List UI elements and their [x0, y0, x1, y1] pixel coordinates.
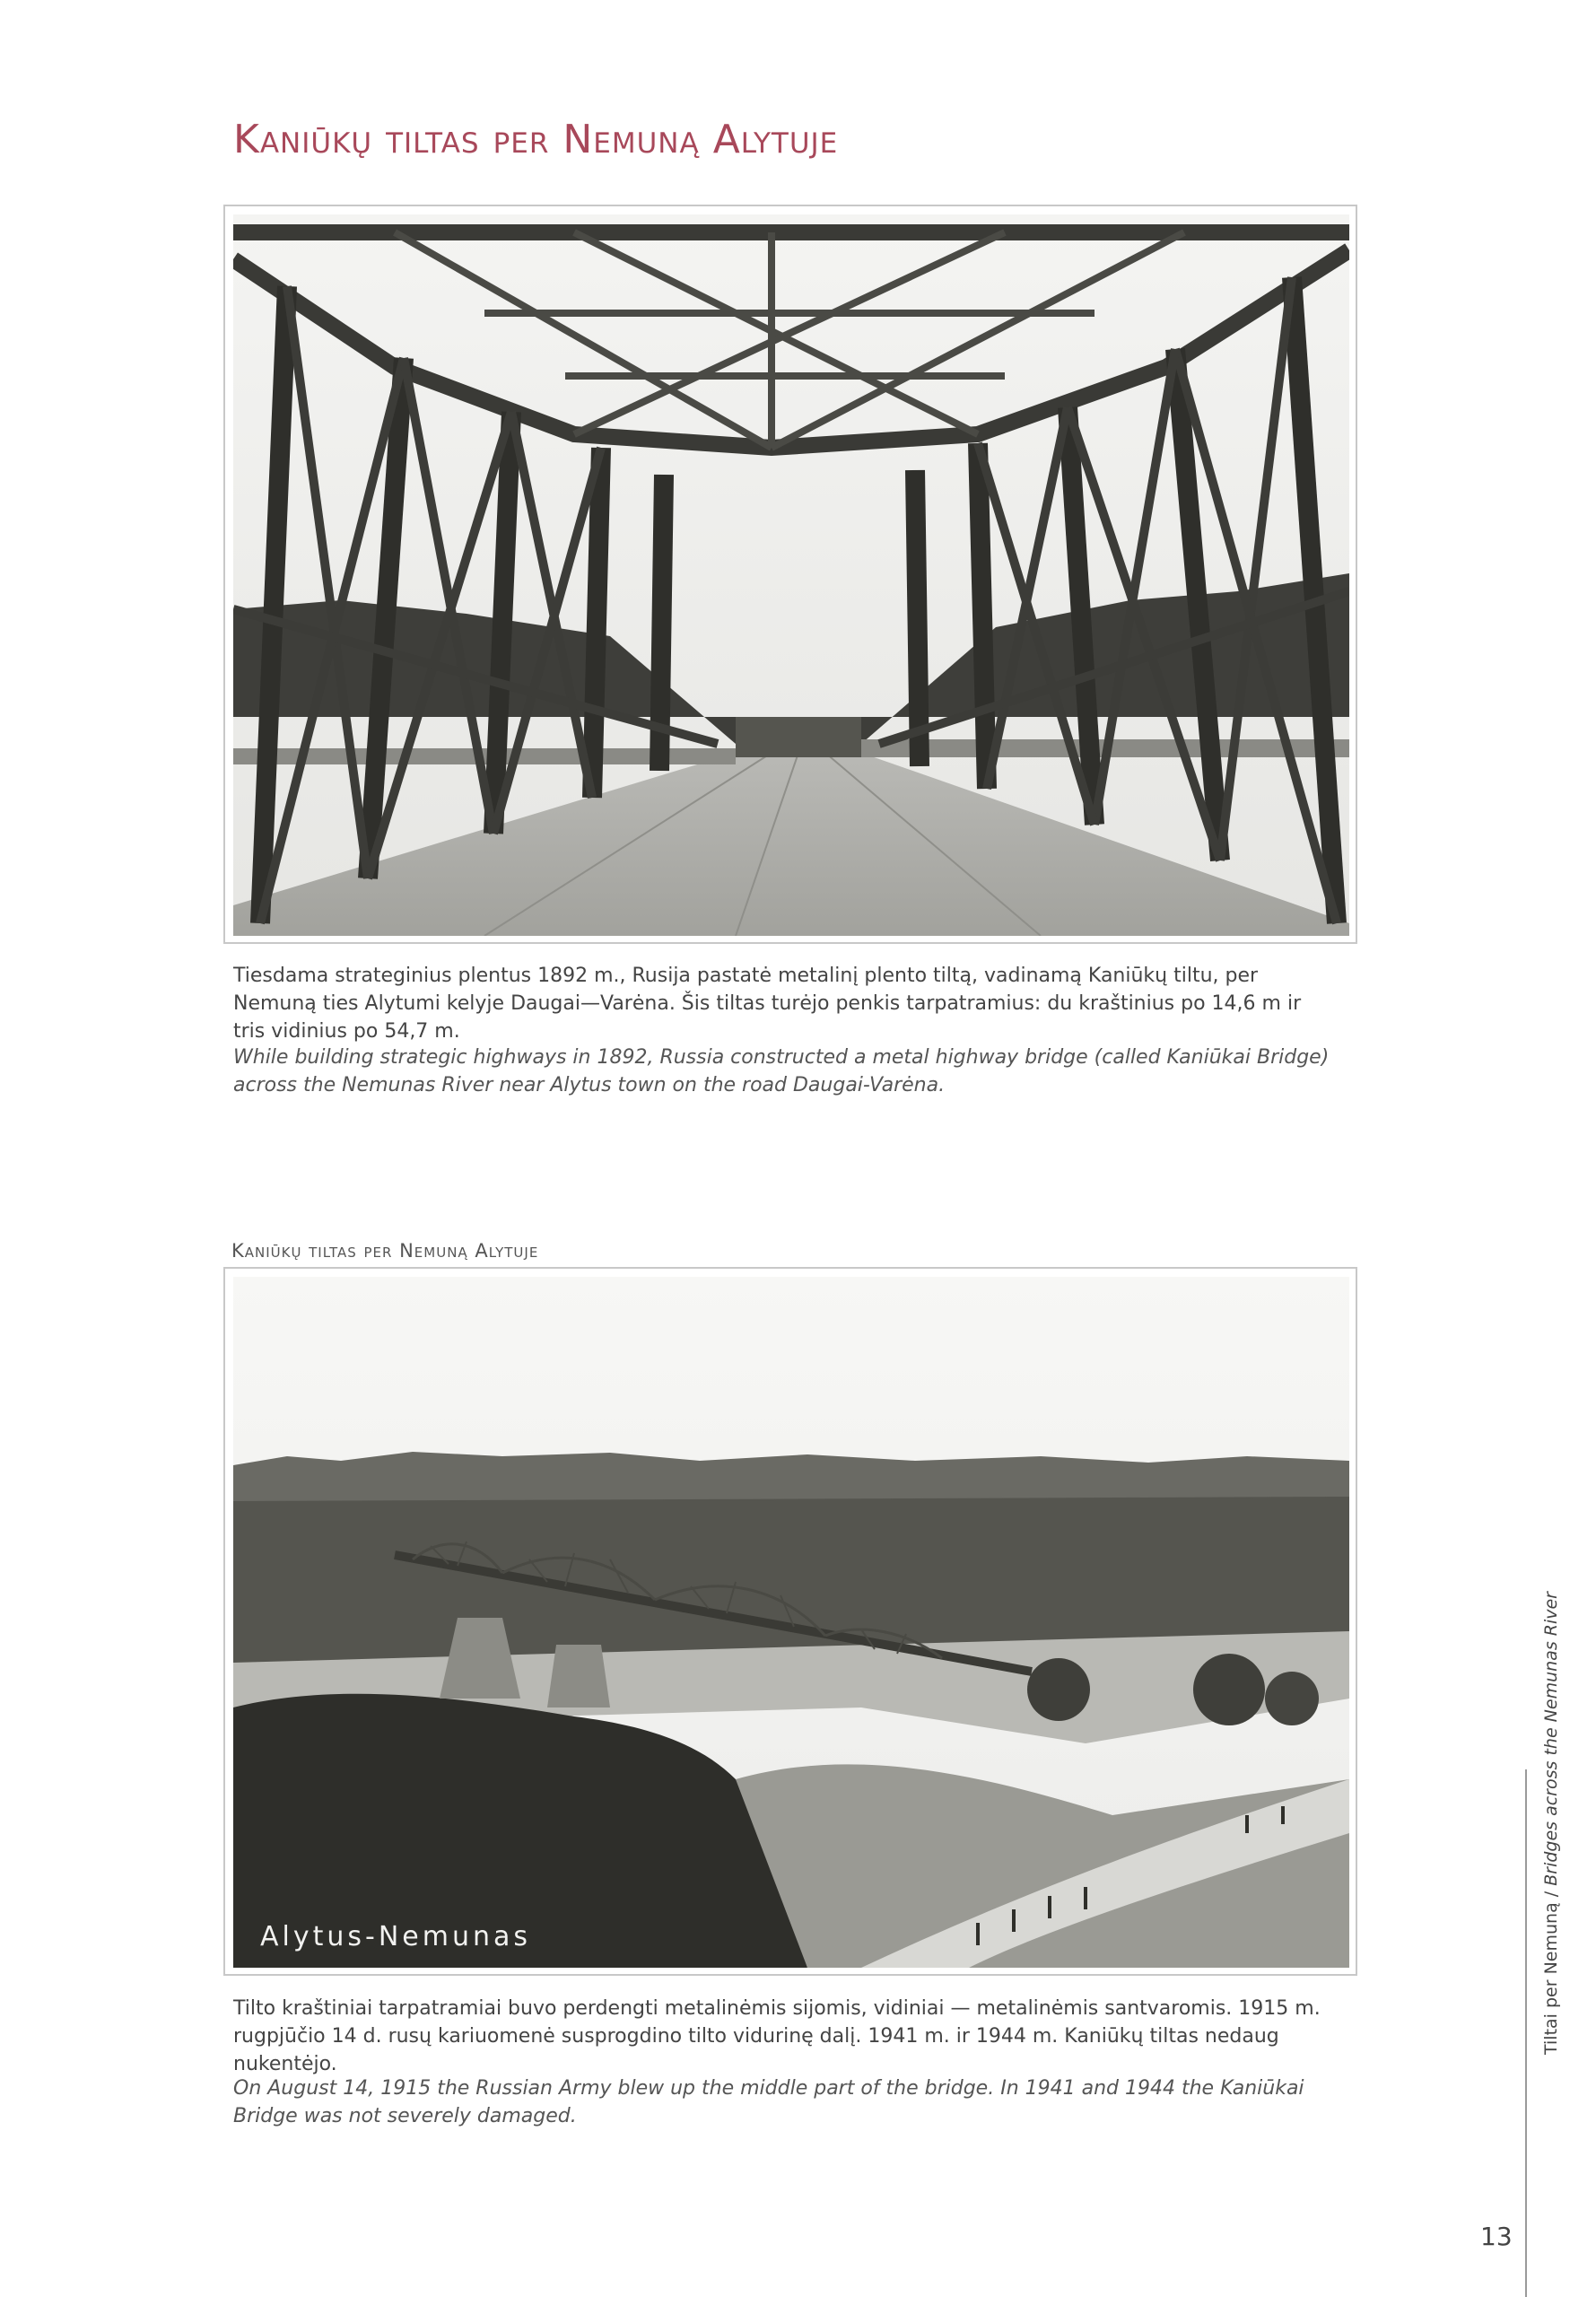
- section-title: Kaniūkų tiltas per Nemuną Alytuje: [231, 1240, 539, 1262]
- bridge-deck-photo-image: [233, 214, 1349, 936]
- side-title-lt: Tiltai per Nemuną: [1541, 1902, 1561, 2055]
- page-title: Kaniūkų tiltas per Nemuną Alytuje: [233, 117, 839, 162]
- side-title-en: Bridges across the Nemunas River: [1541, 1592, 1561, 1886]
- side-title-separator: /: [1541, 1885, 1561, 1903]
- photo-inscription: Alytus-Nemunas: [260, 1921, 532, 1952]
- side-divider: [1525, 1769, 1527, 2297]
- bridge-landscape-photo-image: [233, 1277, 1349, 1968]
- bridge-landscape-photo: [223, 1267, 1357, 1976]
- photo2-caption-en: On August 14, 1915 the Russian Army blew up the middle part of the bridge. In 1941 and 1944 the Kaniūkai Bridge was not severely damaged.: [233, 2077, 1304, 2127]
- bridge-deck-photo: [223, 205, 1357, 944]
- page-number: 13: [1480, 2222, 1513, 2251]
- photo2-caption-lt: Tilto kraštiniai tarpatramiai buvo perdengti metalinėmis sijomis, vidiniai — metalinėmis santvaromis. 1915 m. rugpjūčio 14 d. rusų kariuomenė susprogdino tilto vidurinę dalį. 1941 m. ir 1944 m. Kaniūkų tiltas nedaug nukentėjo.: [233, 1997, 1321, 2075]
- photo1-caption-lt: Tiesdama strateginius plentus 1892 m., Rusija pastatė metalinį plento tiltą, vadinamą Kaniūkų tiltu, per Nemuną ties Alytumi kelyje Daugai—Varėna. Šis tiltas turėjo penkis tarpatramius: du kraštinius po 14,6 m ir tris vidinius po 54,7 m.: [233, 965, 1302, 1043]
- photo1-caption-en: While building strategic highways in 1892, Russia constructed a metal highway bridge (called Kaniūkai Bridge) across the Nemunas River near Alytus town on the road Daugai-Varėna.: [233, 1046, 1330, 1096]
